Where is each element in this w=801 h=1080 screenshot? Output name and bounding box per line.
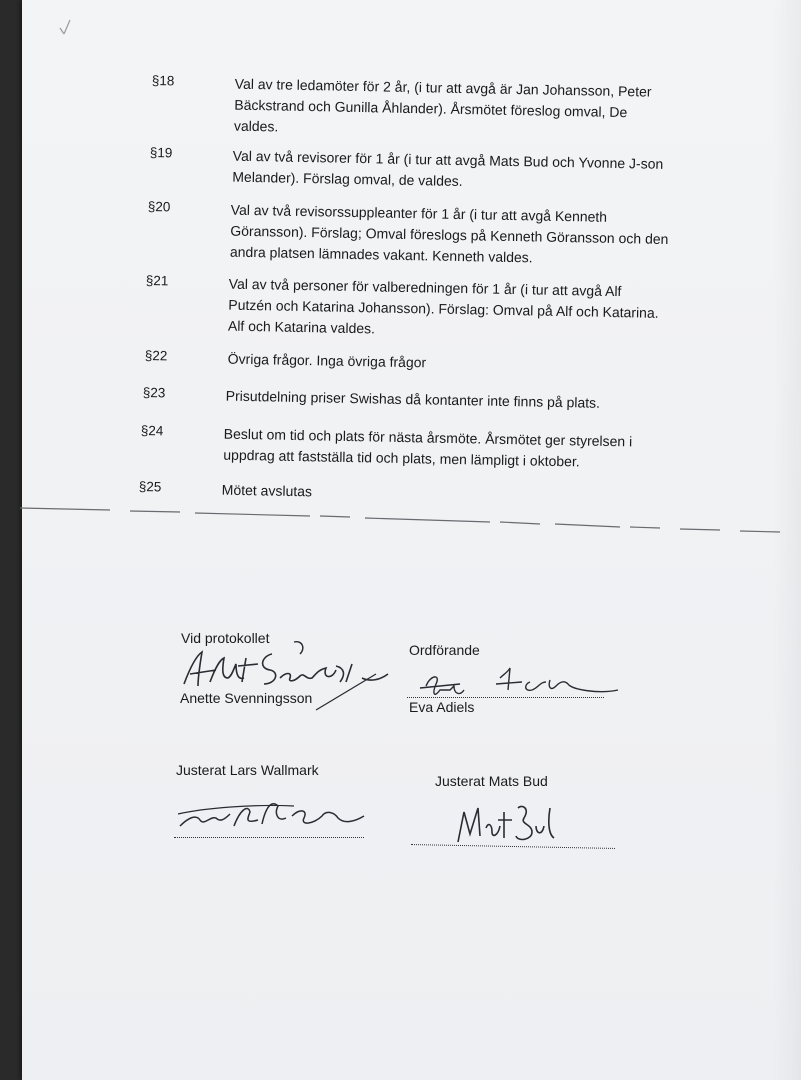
pencil-tick-mark: [58, 18, 72, 36]
chair-signature-line: [407, 697, 604, 698]
section-text: Övriga frågor. Inga övriga frågor: [227, 350, 427, 371]
auditor1-signature-line: [174, 837, 364, 838]
chair-name: Eva Adiels: [409, 699, 475, 715]
section-text: Val av två revisorer för 1 år (i tur att avgå Mats Bud och Yvonne J-son Melander). Förslag omval, de valdes.: [232, 147, 664, 190]
section-text: Val av två revisorssuppleanter för 1 år (i tur att avgå Kenneth Göransson). Förslag; Omval föreslogs på Kenneth Göransson och den andra platsen lämnades vakant. Kenneth valdes.: [229, 201, 669, 266]
section-number: §18: [151, 72, 175, 89]
section-number: §25: [138, 478, 162, 495]
section-text: Mötet avslutas: [221, 481, 313, 500]
section-number: §22: [144, 347, 168, 364]
section-number: §24: [140, 422, 164, 439]
section-text: Val av tre ledamöter för 2 år, (i tur att avgå är Jan Johansson, Peter Bäckstrand och Gunilla Åhlander). Årsmötet föreslog omval, De valdes.: [233, 75, 652, 135]
separator-line: [20, 500, 780, 560]
secretary-signature: [176, 638, 396, 718]
section-text: Val av två personer för valberedningen för 1 år (i tur att avgå Alf Putzén och Katarina Johansson). Förslag: Omval på Alf och Katarina. Alf och Katarina valdes.: [227, 275, 659, 337]
secretary-name: Anette Svenningsson: [180, 690, 313, 706]
secretary-label: Vid protokollet: [181, 630, 270, 646]
chair-label: Ordförande: [409, 642, 480, 658]
section-number: §23: [142, 384, 166, 401]
section-text: Beslut om tid och plats för nästa årsmöte. Årsmötet ger styrelsen i uppdrag att fastställa tid och plats, men lämpligt i oktober.: [223, 425, 633, 470]
auditor2-label: Justerat Mats Bud: [435, 773, 548, 789]
auditor1-signature: [174, 796, 374, 836]
section-number: §20: [147, 198, 171, 215]
section-number: §21: [145, 272, 169, 289]
section-text: Prisutdelning priser Swishas då kontanter inte finns på plats.: [225, 387, 601, 411]
section-number: §19: [149, 144, 173, 161]
auditor1-label: Justerat Lars Wallmark: [176, 762, 319, 778]
